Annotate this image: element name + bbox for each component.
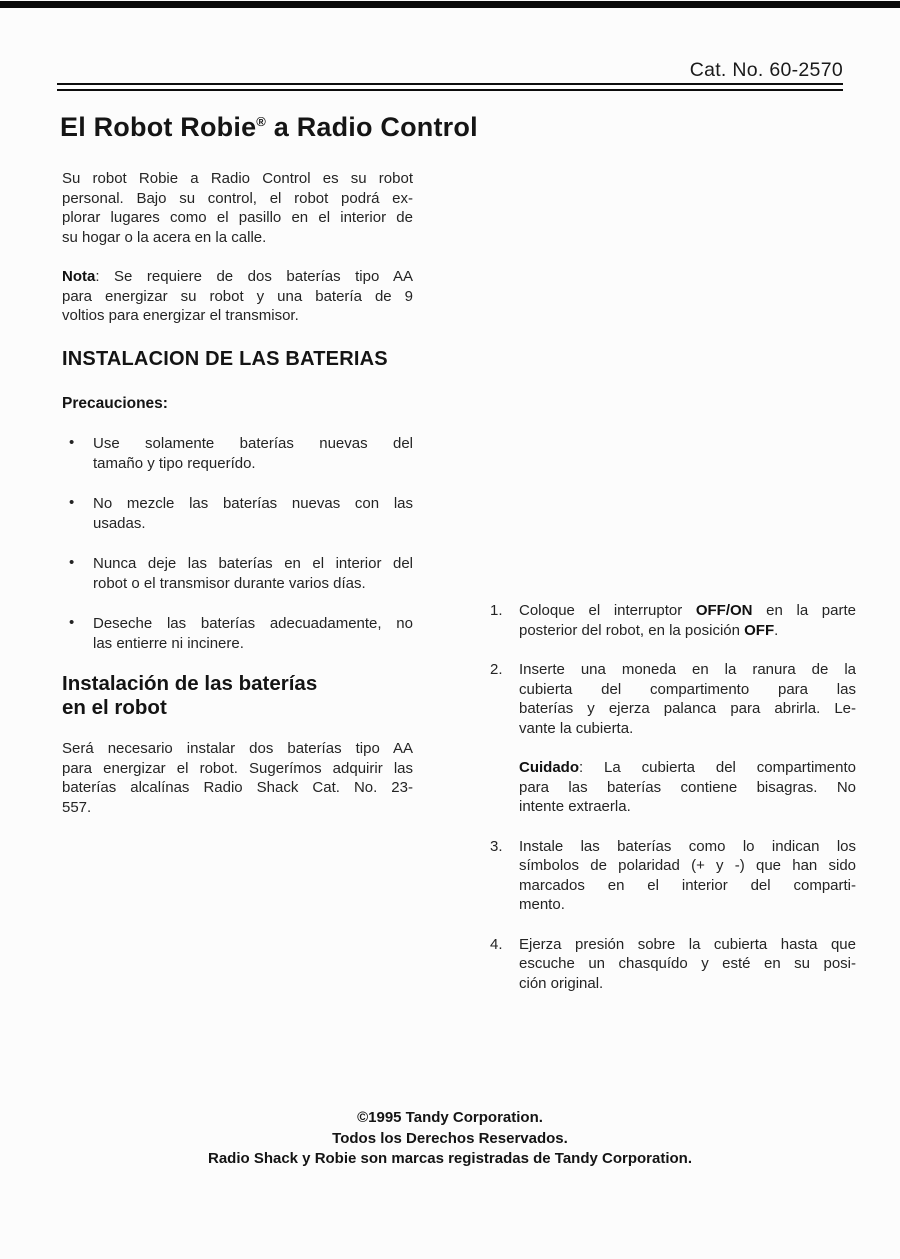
text-line: las entierre ni incinere. xyxy=(93,634,244,652)
text-line: símbolos de polaridad (+ y -) que han sido xyxy=(519,857,856,874)
item-number: 4. xyxy=(490,935,503,953)
paragraph xyxy=(62,267,413,326)
text-line: para las baterías contiene bisagras. No xyxy=(519,778,856,796)
text-line: ción original. xyxy=(519,974,604,992)
text-line: INSTALACION DE LAS BATERIAS xyxy=(62,347,388,370)
numbered-item xyxy=(490,935,856,994)
left-column xyxy=(62,169,413,817)
subheading xyxy=(62,394,413,414)
bullet-icon: • xyxy=(69,494,75,511)
text-line: escuche un chasquído y esté en su posi- xyxy=(519,955,856,972)
bullet-item xyxy=(62,554,413,593)
bullet-icon: • xyxy=(69,434,75,451)
text-line: tamaño y tipo requerído. xyxy=(93,454,256,472)
top-border-bar xyxy=(0,1,900,8)
text-line: para energizar su robot y una batería de 9 xyxy=(62,287,413,305)
text-line: mento. xyxy=(519,896,565,913)
header-double-rule xyxy=(57,83,843,91)
copyright-line: Radio Shack y Robie son marcas registradas de Tandy Corporation. xyxy=(207,1150,693,1167)
text-line: Use solamente baterías nuevas del xyxy=(93,435,413,452)
text-line: usadas. xyxy=(93,514,146,532)
bullet-item xyxy=(62,614,413,653)
bullet-icon: • xyxy=(69,614,75,631)
text-line: Instale las baterías como lo indican los xyxy=(519,837,856,855)
page-title xyxy=(60,112,478,143)
text-line: intente extraerla. xyxy=(519,798,631,815)
subsection-heading xyxy=(62,672,413,719)
text-line: Deseche las baterías adecuadamente, no xyxy=(93,615,413,632)
text-line: cubierta del compartimento para las xyxy=(519,680,856,698)
title-suffix: a Radio Control xyxy=(266,112,478,142)
text-line: marcados en el interior del comparti- xyxy=(519,876,856,894)
item-number: 1. xyxy=(490,602,503,619)
section-heading xyxy=(62,347,413,371)
footer-copyright xyxy=(0,1108,900,1170)
bullet-item xyxy=(62,494,413,533)
text-line: su hogar o la acera en la calle. xyxy=(62,228,267,246)
text-line: robot o el transmisor durante varios días. xyxy=(93,574,366,592)
text-line: Nota: Se requiere de dos baterías tipo AA xyxy=(62,268,413,285)
title-main: El Robot Robie xyxy=(60,112,257,142)
item-number: 3. xyxy=(490,837,503,855)
paragraph xyxy=(62,169,413,247)
copyright-line: ©1995 Tandy Corporation. xyxy=(357,1109,543,1126)
bullet-icon: • xyxy=(69,554,75,571)
text-line: Será necesario instalar dos baterías tipo AA xyxy=(62,740,413,757)
text-line: personal. Bajo su control, el robot podrá ex- xyxy=(62,189,413,207)
text-line: en el robot xyxy=(62,695,167,719)
text-line: Precauciones: xyxy=(62,394,168,412)
text-line: vante la cubierta. xyxy=(519,719,634,737)
text-line: 557. xyxy=(62,798,92,816)
text-line: Cuidado: La cubierta del compartimento xyxy=(519,759,856,776)
paragraph xyxy=(62,739,413,817)
text-line: Inserte una moneda en la ranura de la xyxy=(519,661,856,678)
text-line: No mezcle las baterías nuevas con las xyxy=(93,495,413,512)
text-line: Instalación de las baterías xyxy=(62,672,318,695)
text-line: voltios para energizar el transmisor. xyxy=(62,307,299,324)
text-line: Coloque el interruptor OFF/ON en la parte xyxy=(519,602,856,619)
text-line: Nunca deje las baterías en el interior del xyxy=(93,555,413,572)
text-line: Ejerza presión sobre la cubierta hasta que xyxy=(519,935,856,953)
text-line: baterías y ejerza palanca para abrirla. Le- xyxy=(519,700,856,717)
item-number: 2. xyxy=(490,661,503,678)
text-line: posterior del robot, en la posición OFF. xyxy=(519,621,779,639)
copyright-line: Todos los Derechos Reservados. xyxy=(332,1129,568,1147)
text-line: Su robot Robie a Radio Control es su robot xyxy=(62,170,413,187)
caution-note xyxy=(490,758,856,817)
right-column xyxy=(490,601,856,993)
text-line: plorar lugares como el pasillo en el interior de xyxy=(62,209,413,226)
bullet-item xyxy=(62,434,413,473)
numbered-item xyxy=(490,601,856,640)
text-line: para energizar el robot. Sugerímos adquirir las xyxy=(62,759,413,777)
registered-trademark-icon: ® xyxy=(256,114,267,129)
numbered-item xyxy=(490,837,856,915)
numbered-item xyxy=(490,660,856,738)
text-line: baterías alcalínas Radio Shack Cat. No. 23- xyxy=(62,779,413,796)
catalog-number: Cat. No. 60-2570 xyxy=(689,59,843,81)
